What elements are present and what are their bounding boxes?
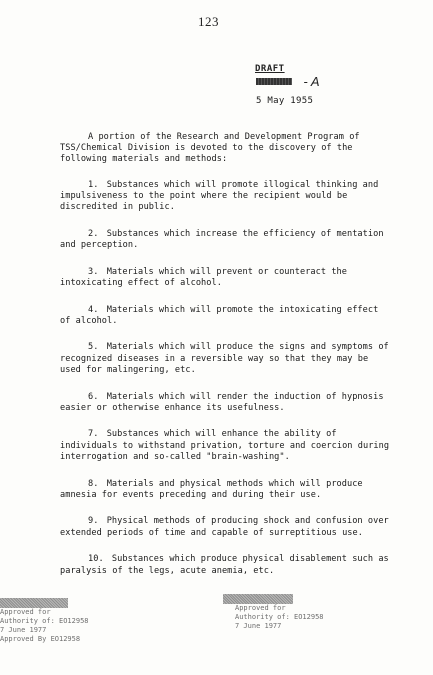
item-number: 4.	[88, 304, 99, 315]
item-text: Materials which will render the induction of hypnosis easier or otherwise enhance its usefulness.	[60, 391, 384, 413]
item-number: 8.	[88, 478, 99, 489]
declassification-stamp-right	[235, 594, 375, 631]
item-number: 9.	[88, 516, 99, 527]
stamp-line: Authority of: EO12958	[0, 617, 89, 625]
item-number: 5.	[88, 342, 99, 353]
list-item	[60, 305, 390, 327]
list-item	[60, 342, 390, 376]
item-text: Materials which will promote the intoxicating effect of alcohol.	[60, 304, 379, 326]
item-number: 7.	[88, 429, 99, 440]
item-text: Materials which will produce the signs and symptoms of recognized diseases in a reversible way so that they may be used for malingering, etc.	[60, 342, 389, 375]
document-date: 5 May 1955	[256, 96, 314, 106]
item-text: Substances which will promote illogical thinking and impulsiveness to the point where the recipient would be discredited in public.	[60, 179, 379, 213]
item-number: 3.	[88, 266, 99, 277]
draft-marking	[255, 64, 320, 89]
stamp-line: Approved for	[0, 608, 51, 616]
stamp-line: Approved for	[235, 604, 286, 612]
list-item	[60, 554, 390, 576]
item-number: 6.	[88, 391, 99, 402]
list-item	[60, 267, 390, 289]
list-item	[60, 516, 390, 538]
item-text: Substances which increase the efficiency of mentation and perception.	[60, 228, 384, 250]
list-item	[60, 429, 390, 463]
item-number: 2.	[88, 228, 99, 239]
item-text: Substances which will enhance the ability of individuals to withstand privation, torture and coercion during interrogation and so-called "brain-washing".	[60, 429, 390, 462]
list-item	[60, 229, 390, 251]
page-number: 123	[198, 14, 219, 29]
intro-paragraph: A portion of the Research and Development Program of TSS/Chemical Division is devoted to the discovery of the following materials and methods:	[60, 132, 360, 165]
draft-label: DRAFT	[255, 64, 285, 74]
stamp-line: Approved By EO12958	[0, 635, 81, 643]
item-number: 1.	[88, 179, 99, 190]
list-item	[60, 392, 390, 414]
item-text: Substances which produce physical disablement such as paralysis of the legs, acute anemia, etc.	[60, 554, 389, 576]
list-item	[60, 479, 390, 501]
stamp-line: 7 June 1977	[235, 622, 282, 630]
stamp-smudge	[0, 598, 68, 608]
item-text: Physical methods of producing shock and confusion over extended periods of time and capable of surreptitious use.	[60, 516, 389, 538]
stamp-line: 7 June 1977	[0, 626, 47, 634]
draft-suffix: - A	[303, 74, 320, 89]
item-text: Materials and physical methods which will produce amnesia for events preceding and during their use.	[60, 478, 363, 500]
document-body	[60, 132, 390, 592]
stamp-line: Authority of: EO12958	[235, 613, 324, 621]
redaction-mark	[256, 78, 292, 85]
item-text: Materials which will prevent or counteract the intoxicating effect of alcohol.	[60, 266, 347, 288]
item-number: 10.	[88, 554, 104, 565]
stamp-smudge	[223, 594, 293, 604]
list-item	[60, 180, 390, 214]
declassification-stamp-left	[0, 598, 120, 644]
